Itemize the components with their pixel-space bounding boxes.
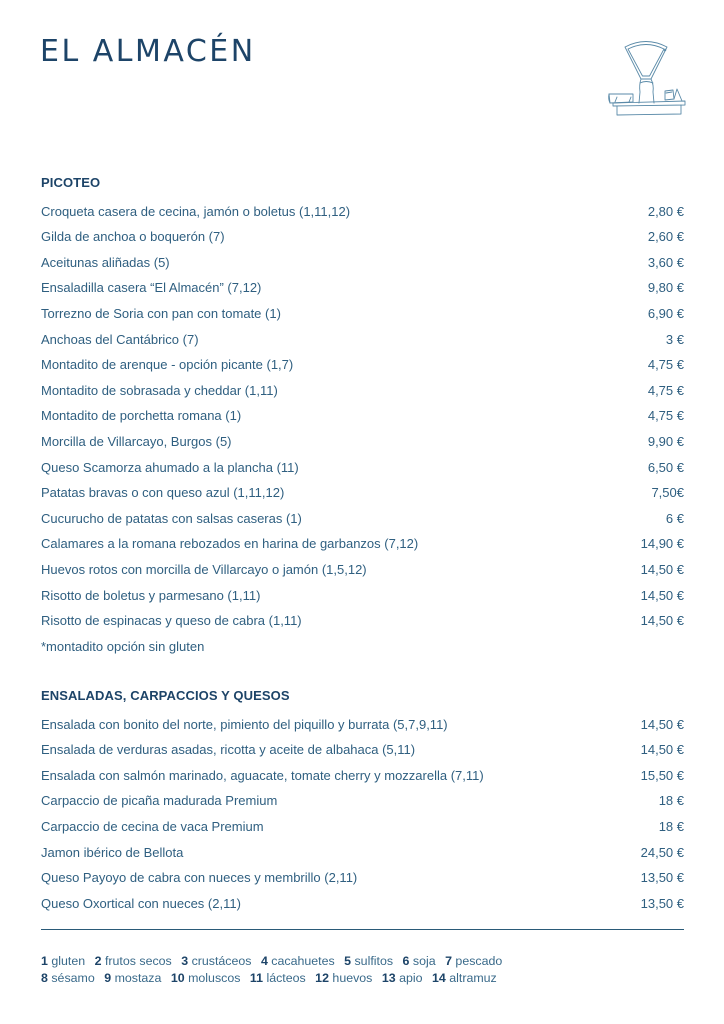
item-price: 15,50 € — [640, 767, 684, 783]
allergen-label: moluscos — [188, 971, 241, 985]
allergen-entry — [171, 971, 241, 985]
menu-item — [41, 763, 684, 789]
item-price: 4,75 € — [647, 408, 684, 424]
item-name: Torrezno de Soria con pan con tomate (1) — [41, 305, 281, 321]
item-price: 9,80 € — [647, 280, 684, 296]
item-price: 6,50 € — [647, 459, 684, 475]
weighing-scale-icon — [603, 37, 689, 117]
item-name: Croqueta casera de cecina, jamón o boletus (1,11,12) — [41, 203, 351, 219]
item-name: Anchoas del Cantábrico (7) — [41, 331, 199, 347]
allergen-number: 5 — [344, 954, 352, 968]
allergen-entry — [250, 971, 306, 985]
menu-item — [41, 403, 684, 429]
allergen-label: altramuz — [449, 971, 497, 985]
allergen-entry — [41, 971, 95, 985]
allergen-number: 6 — [402, 954, 410, 968]
allergen-legend — [41, 953, 508, 987]
item-name: Ensalada con bonito del norte, pimiento del piquillo y burrata (5,7,9,11) — [41, 716, 448, 732]
item-price: 14,90 € — [640, 536, 684, 552]
allergen-label: soja — [412, 954, 436, 968]
item-price: 4,75 € — [647, 382, 684, 398]
item-price: 3 € — [665, 331, 684, 347]
allergen-label: sésamo — [51, 971, 95, 985]
allergen-number: 2 — [94, 954, 102, 968]
item-price: 14,50 € — [640, 742, 684, 758]
item-price: 2,60 € — [647, 229, 684, 245]
allergen-entry — [445, 954, 502, 968]
allergen-entry — [315, 971, 372, 985]
item-price: 9,90 € — [647, 433, 684, 449]
item-name: Patatas bravas o con queso azul (1,11,12) — [41, 485, 285, 501]
item-price: 14,50 € — [640, 613, 684, 629]
allergen-entry — [344, 954, 393, 968]
item-price: 13,50 € — [640, 870, 684, 886]
item-price: 14,50 € — [640, 561, 684, 577]
item-name: Morcilla de Villarcayo, Burgos (5) — [41, 433, 232, 449]
allergen-number: 13 — [381, 971, 396, 985]
item-name: Queso Scamorza ahumado a la plancha (11) — [41, 459, 299, 475]
item-name: Ensaladilla casera “El Almacén” (7,12) — [41, 280, 262, 296]
allergen-number: 4 — [260, 954, 268, 968]
allergen-number: 11 — [249, 971, 263, 985]
menu-item — [41, 275, 684, 301]
menu-item — [41, 737, 684, 763]
section-ensaladas — [41, 686, 684, 916]
menu-item — [41, 250, 684, 276]
item-name: Risotto de espinacas y queso de cabra (1,11) — [41, 613, 302, 629]
allergen-label: gluten — [51, 954, 86, 968]
menu-item — [41, 327, 684, 353]
menu-item — [41, 891, 684, 917]
menu-item — [41, 480, 684, 506]
menu-item — [41, 531, 684, 557]
menu-item — [41, 865, 684, 891]
allergen-entry — [382, 971, 423, 985]
allergen-label: mostaza — [114, 971, 162, 985]
item-name: Gilda de anchoa o boquerón (7) — [41, 229, 225, 245]
item-price: 3,60 € — [647, 254, 684, 270]
menu-item — [41, 583, 684, 609]
menu-item — [41, 712, 684, 738]
item-price: 6,90 € — [647, 305, 684, 321]
item-name: Ensalada de verduras asadas, ricotta y aceite de albahaca (5,11) — [41, 742, 416, 758]
item-name: Carpaccio de cecina de vaca Premium — [41, 818, 264, 834]
menu-item — [41, 608, 684, 634]
item-price: 14,50 € — [640, 716, 684, 732]
allergen-number: 12 — [315, 971, 329, 985]
allergen-number: 1 — [41, 954, 48, 968]
allergen-label: apio — [399, 971, 423, 985]
menu-item — [41, 814, 684, 840]
item-name: Jamon ibérico de Bellota — [41, 844, 184, 860]
allergen-entry — [41, 954, 85, 968]
item-price: 4,75 € — [647, 357, 684, 373]
item-name: Calamares a la romana rebozados en harina de garbanzos (7,12) — [41, 536, 419, 552]
allergen-number: 14 — [431, 971, 446, 985]
item-name: Carpaccio de picaña madurada Premium — [41, 793, 278, 809]
item-name: Queso Oxortical con nueces (2,11) — [41, 895, 241, 911]
allergen-entry — [261, 954, 335, 968]
allergen-entry — [403, 954, 436, 968]
item-price: 13,50 € — [640, 895, 684, 911]
menu-item — [41, 506, 684, 532]
allergen-number: 10 — [170, 971, 185, 985]
item-price: 2,80 € — [647, 203, 684, 219]
menu-item — [41, 788, 684, 814]
allergen-label: huevos — [332, 971, 373, 985]
item-price: 14,50 € — [640, 587, 684, 603]
menu-item — [41, 378, 684, 404]
allergen-label: lácteos — [266, 971, 306, 985]
allergen-entry — [432, 971, 497, 985]
item-price: 24,50 € — [640, 844, 684, 860]
menu-item — [41, 455, 684, 481]
restaurant-title: EL ALMACÉN — [40, 34, 256, 69]
section-heading: PICOTEO — [41, 175, 101, 190]
allergen-label: pescado — [455, 954, 503, 968]
section-heading: ENSALADAS, CARPACCIOS Y QUESOS — [41, 688, 290, 703]
item-price: 6 € — [665, 510, 684, 526]
item-name: Ensalada con salmón marinado, aguacate, tomate cherry y mozzarella (7,11) — [41, 767, 484, 783]
allergen-number: 9 — [104, 971, 112, 985]
allergen-label: crustáceos — [191, 954, 252, 968]
menu-item — [41, 301, 684, 327]
allergen-label: sulfitos — [354, 954, 394, 968]
item-price: 18 € — [658, 793, 684, 809]
item-name: Montadito de sobrasada y cheddar (1,11) — [41, 382, 278, 398]
allergen-label: frutos secos — [104, 954, 172, 968]
item-name: Queso Payoyo de cabra con nueces y membrillo (2,11) — [41, 870, 358, 886]
allergen-label: cacahuetes — [271, 954, 335, 968]
item-price: 18 € — [658, 818, 684, 834]
menu-item — [41, 199, 684, 225]
allergen-number: 3 — [181, 954, 189, 968]
menu-item — [41, 429, 684, 455]
item-name: Huevos rotos con morcilla de Villarcayo o jamón (1,5,12) — [41, 561, 367, 577]
allergen-number: 8 — [41, 971, 48, 985]
menu-item — [41, 840, 684, 866]
allergen-entry — [181, 954, 251, 968]
allergen-number: 7 — [445, 954, 452, 968]
item-name: Risotto de boletus y parmesano (1,11) — [41, 587, 261, 603]
section-picoteo — [41, 173, 684, 659]
menu-item — [41, 224, 684, 250]
allergen-legend-line-2 — [41, 970, 508, 987]
item-price: 7,50€ — [651, 485, 684, 501]
menu-item — [41, 557, 684, 583]
allergen-entry — [95, 954, 172, 968]
allergen-entry — [104, 971, 161, 985]
menu-item — [41, 352, 684, 378]
allergen-legend-line-1 — [41, 953, 508, 970]
item-name: Montadito de arenque - opción picante (1,7) — [41, 357, 294, 373]
divider — [41, 929, 684, 930]
item-name: Montadito de porchetta romana (1) — [41, 408, 242, 424]
item-name: Aceitunas aliñadas (5) — [41, 254, 170, 270]
gluten-free-note: *montadito opción sin gluten — [41, 638, 205, 654]
item-name: Cucurucho de patatas con salsas caseras (1) — [41, 510, 302, 526]
